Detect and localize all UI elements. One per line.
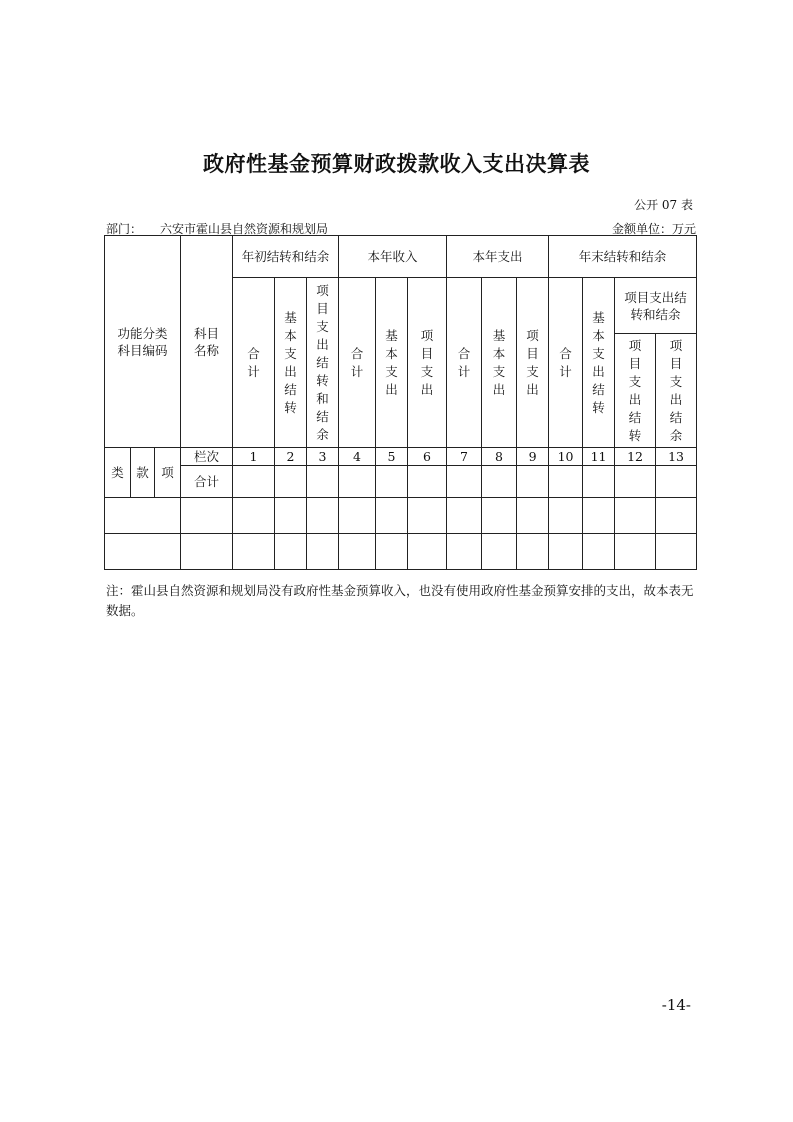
begin-basic-carry-header: 基本支出结转: [275, 278, 307, 448]
xiang-header: 项: [155, 448, 181, 498]
table-cell: [482, 534, 517, 570]
current-expense-header: 本年支出: [447, 236, 549, 278]
table-cell: [339, 534, 376, 570]
func-code-header: 功能分类科目编码: [105, 236, 181, 448]
column-number: 13: [656, 448, 697, 466]
table-cell: [447, 534, 482, 570]
department-label: 部门：: [106, 222, 143, 236]
column-number: 10: [549, 448, 583, 466]
table-cell: [615, 466, 656, 498]
budget-table: [104, 235, 697, 570]
begin-balance-header: 年初结转和结余: [233, 236, 339, 278]
end-project-group-header: 项目支出结转和结余: [615, 278, 697, 334]
table-cell: [307, 466, 339, 498]
column-number: 5: [376, 448, 408, 466]
column-number: 2: [275, 448, 307, 466]
end-project-balance-header: 项目支出结余: [656, 334, 697, 448]
column-number: 9: [517, 448, 549, 466]
table-cell: [339, 498, 376, 534]
table-cell: [656, 534, 697, 570]
table-cell: [447, 498, 482, 534]
table-cell: [275, 466, 307, 498]
table-cell: [233, 466, 275, 498]
table-cell: [307, 498, 339, 534]
table-cell: [583, 498, 615, 534]
department-name: 六安市霍山县自然资源和规划局: [160, 222, 329, 236]
table-cell: [233, 498, 275, 534]
table-cell: [408, 534, 447, 570]
page-title: 政府性基金预算财政拨款收入支出决算表: [203, 152, 590, 176]
end-total-header: 合计: [549, 278, 583, 448]
table-cell: [549, 466, 583, 498]
end-project-carry-header: 项目支出结转: [615, 334, 656, 448]
table-cell: [482, 466, 517, 498]
column-number: 12: [615, 448, 656, 466]
column-number: 8: [482, 448, 517, 466]
table-cell: [105, 534, 181, 570]
table-cell: [549, 498, 583, 534]
table-cell: [105, 498, 181, 534]
total-row-label: 合计: [181, 466, 233, 498]
table-row: [105, 498, 697, 534]
footnote: 注：霍山县自然资源和规划局没有政府性基金预算收入，也没有使用政府性基金预算安排的支出，故本表无数据。: [106, 583, 694, 618]
table-cell: [275, 498, 307, 534]
kuan-header: 款: [131, 448, 155, 498]
column-number: 3: [307, 448, 339, 466]
end-balance-header: 年末结转和结余: [549, 236, 697, 278]
column-number: 11: [583, 448, 615, 466]
table-cell: [517, 534, 549, 570]
column-number: 1: [233, 448, 275, 466]
table-cell: [482, 498, 517, 534]
column-number: 7: [447, 448, 482, 466]
lanci-label: 栏次: [181, 448, 233, 466]
current-income-header: 本年收入: [339, 236, 447, 278]
table-cell: [408, 466, 447, 498]
expense-total-header: 合计: [447, 278, 482, 448]
table-cell: [517, 466, 549, 498]
table-cell: [376, 498, 408, 534]
begin-total-header: 合计: [233, 278, 275, 448]
table-cell: [656, 498, 697, 534]
column-number: 4: [339, 448, 376, 466]
form-number: 公开 07 表: [634, 198, 693, 212]
table-cell: [275, 534, 307, 570]
expense-project-header: 项目支出: [517, 278, 549, 448]
table-row: [105, 534, 697, 570]
table-cell: [656, 466, 697, 498]
begin-project-carry-header: 项目支出结转和结余: [307, 278, 339, 448]
column-number: 6: [408, 448, 447, 466]
table-cell: [615, 534, 656, 570]
table-cell: [583, 534, 615, 570]
table-cell: [615, 498, 656, 534]
table-cell: [181, 534, 233, 570]
table-cell: [376, 534, 408, 570]
page-number: -14-: [661, 996, 691, 1014]
table-cell: [181, 498, 233, 534]
lei-header: 类: [105, 448, 131, 498]
table-cell: [549, 534, 583, 570]
table-cell: [339, 466, 376, 498]
table-cell: [517, 498, 549, 534]
expense-basic-header: 基本支出: [482, 278, 517, 448]
amount-unit: 金额单位：万元: [611, 222, 696, 236]
table-cell: [233, 534, 275, 570]
income-total-header: 合计: [339, 278, 376, 448]
table-cell: [447, 466, 482, 498]
table-cell: [408, 498, 447, 534]
income-project-header: 项目支出: [408, 278, 447, 448]
table-cell: [307, 534, 339, 570]
end-basic-carry-header: 基本支出结转: [583, 278, 615, 448]
subject-name-header: 科目名称: [181, 236, 233, 448]
table-cell: [583, 466, 615, 498]
income-basic-header: 基本支出: [376, 278, 408, 448]
table-cell: [376, 466, 408, 498]
